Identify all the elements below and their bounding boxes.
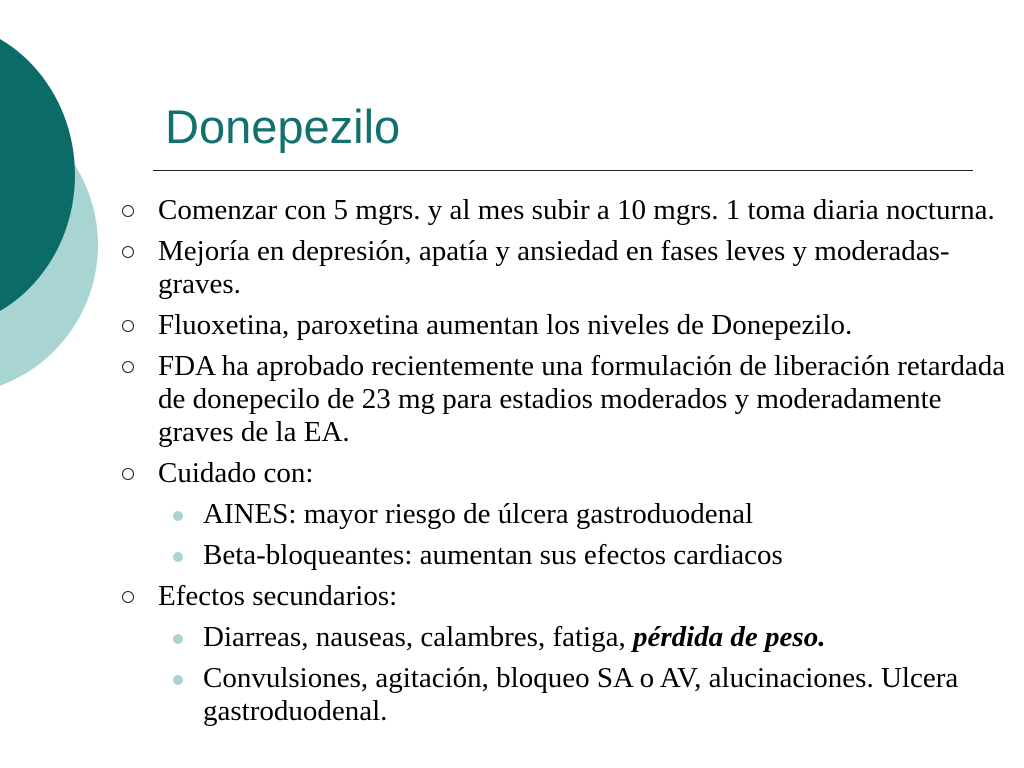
- sub-bullet-text: Beta-bloqueantes: aumentan sus efectos cardiacos: [203, 539, 783, 571]
- bullet-item-interactions: [118, 309, 1014, 342]
- bullet-text: Mejoría en depresión, apatía y ansiedad en fases leves y moderadas-graves.: [158, 235, 950, 300]
- hollow-circle-bullet-icon: [122, 468, 134, 480]
- slide-title: Donepezilo: [165, 100, 401, 153]
- filled-dot-bullet-icon: [173, 675, 183, 685]
- bullet-text: Fluoxetina, paroxetina aumentan los niveles de Donepezilo.: [158, 309, 853, 341]
- filled-dot-bullet-icon: [173, 511, 183, 521]
- sub-bullet-item: [158, 621, 1014, 654]
- sub-bullet-item: [158, 662, 1014, 728]
- sub-bullet-item: [158, 539, 1014, 572]
- hollow-circle-bullet-icon: [122, 205, 134, 217]
- bullet-item-dosage: [118, 194, 1014, 227]
- bullet-item-caution: [118, 457, 1014, 572]
- bullet-text: Cuidado con:: [158, 457, 314, 489]
- sub-bullet-text: Diarreas, nauseas, calambres, fatiga,: [203, 621, 633, 653]
- sub-bullet-item: [158, 498, 1014, 531]
- bullet-item-improvement: [118, 235, 1014, 301]
- filled-dot-bullet-icon: [173, 634, 183, 644]
- hollow-circle-bullet-icon: [122, 591, 134, 603]
- bullet-item-fda: [118, 350, 1014, 449]
- side-effects-sublist: [158, 621, 1014, 728]
- bullet-text: Comenzar con 5 mgrs. y al mes subir a 10 mgrs. 1 toma diaria nocturna.: [158, 194, 995, 226]
- sub-bullet-text: Convulsiones, agitación, bloqueo SA o AV, alucinaciones. Ulcera gastroduodenal.: [203, 662, 959, 727]
- emphasized-text: pérdida de peso.: [632, 621, 826, 653]
- bullet-list: [118, 194, 1014, 736]
- hollow-circle-bullet-icon: [122, 320, 134, 332]
- hollow-circle-bullet-icon: [122, 246, 134, 258]
- bullet-text: Efectos secundarios:: [158, 580, 398, 612]
- caution-sublist: [158, 498, 1014, 572]
- sub-bullet-text: AINES: mayor riesgo de úlcera gastroduodenal: [203, 498, 754, 530]
- hollow-circle-bullet-icon: [122, 361, 134, 373]
- bullet-item-side-effects: [118, 580, 1014, 728]
- bullet-text: FDA ha aprobado recientemente una formulación de liberación retardada de donepecilo de 23 mg para estadios moderados y moderadamente graves de la EA.: [158, 350, 1006, 448]
- filled-dot-bullet-icon: [173, 552, 183, 562]
- title-underline: [153, 170, 973, 171]
